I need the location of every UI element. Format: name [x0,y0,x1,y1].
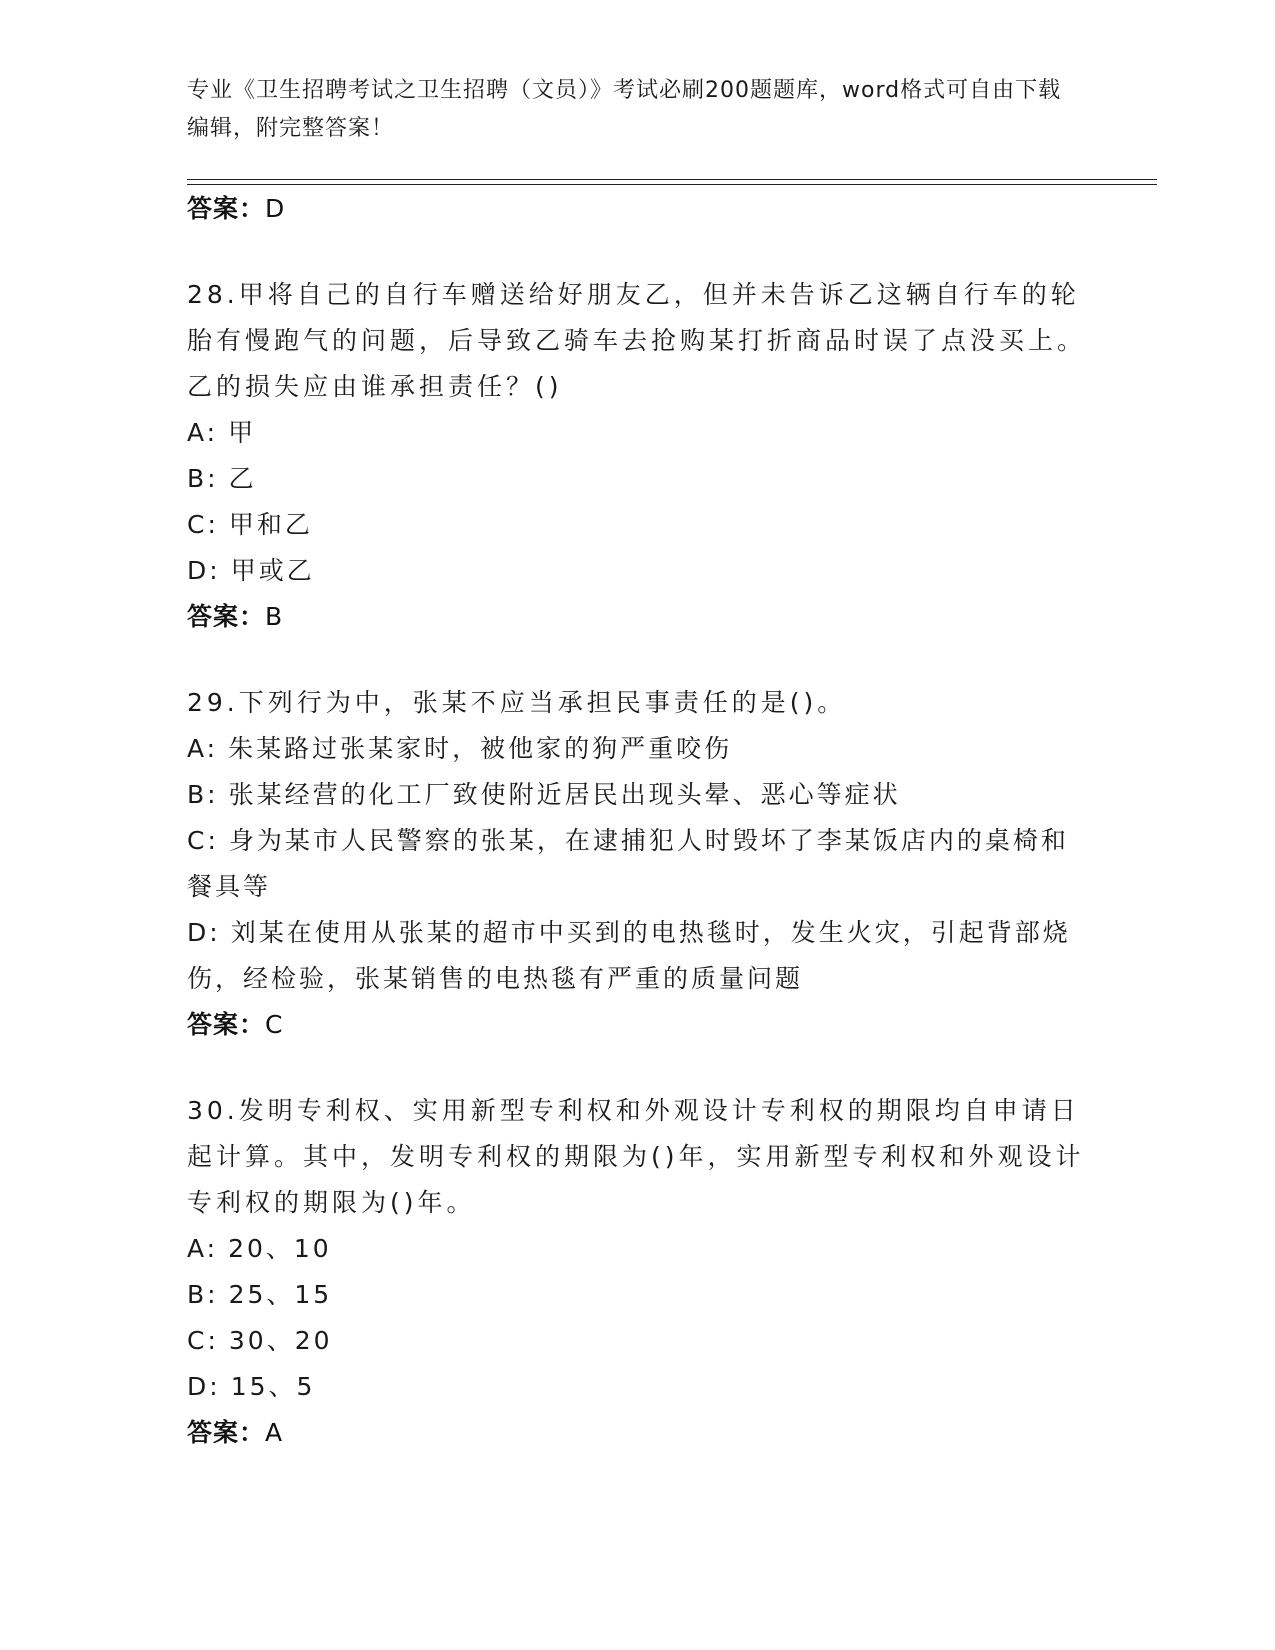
answer-line [187,1410,1087,1456]
option-text: 甲和乙 [228,510,313,539]
option-c [187,502,1087,548]
option-key: B: [187,1280,219,1309]
option-text: 朱某路过张某家时，被他家的狗严重咬伤 [228,734,733,763]
option-c [187,1318,1087,1364]
question-number: 29. [187,688,239,717]
question-body: 发明专利权、实用新型专利权和外观设计专利权的期限均自申请日起计算。其中，发明专利权的期限为()年，实用新型专利权和外观设计专利权的期限为()年。 [187,1096,1085,1217]
option-b [187,456,1087,502]
answer-value: B [265,602,284,631]
option-text: 张某经营的化工厂致使附近居民出现头晕、恶心等症状 [228,780,901,809]
option-key: D: [187,918,221,947]
option-d [187,910,1087,1002]
option-text: 25、15 [228,1280,333,1309]
question-text [187,1088,1087,1226]
question-number: 30. [187,1096,239,1125]
question-28 [187,272,1087,640]
option-key: C: [187,826,219,855]
answer-line [187,186,1087,232]
option-key: D: [187,1372,221,1401]
answer-value: A [265,1418,284,1447]
option-text: 15、5 [230,1372,316,1401]
option-key: C: [187,510,219,539]
answer-value: D [265,194,286,223]
answer-value: C [265,1010,284,1039]
option-text: 甲 [228,418,257,447]
option-text: 乙 [228,464,257,493]
answer-line [187,1002,1087,1048]
option-key: B: [187,464,219,493]
option-d [187,548,1087,594]
answer-line [187,594,1087,640]
header-rule-top [187,179,1157,180]
option-key: A: [187,418,219,447]
option-key: A: [187,734,219,763]
answer-label: 答案： [187,1418,266,1447]
option-c [187,818,1087,910]
option-b [187,1272,1087,1318]
option-a [187,726,1087,772]
option-text: 30、20 [228,1326,333,1355]
question-body: 下列行为中，张某不应当承担民事责任的是()。 [238,688,847,717]
question-text [187,680,1087,726]
header-rule-bottom [187,184,1157,185]
document-header: 专业《卫生招聘考试之卫生招聘（文员）》考试必刷200题题库，word格式可自由下载编辑，附完整答案！ [187,78,1062,141]
answer-label: 答案： [187,194,266,223]
answer-label: 答案： [187,602,266,631]
question-29 [187,680,1087,1048]
question-30 [187,1088,1087,1456]
question-text [187,272,1087,410]
option-key: B: [187,780,219,809]
option-a [187,1226,1087,1272]
option-text: 甲或乙 [230,556,315,585]
answer-label: 答案： [187,1010,266,1039]
option-key: D: [187,556,221,585]
option-text: 刘某在使用从张某的超市中买到的电热毯时，发生火灾，引起背部烧伤，经检验，张某销售的电热毯有严重的质量问题 [187,918,1071,993]
option-d [187,1364,1087,1410]
option-a [187,410,1087,456]
question-list [187,186,1087,1456]
question-body: 甲将自己的自行车赠送给好朋友乙，但并未告诉乙这辆自行车的轮胎有慢跑气的问题，后导致乙骑车去抢购某打折商品时误了点没买上。乙的损失应由谁承担责任？() [187,280,1087,401]
option-key: A: [187,1234,219,1263]
question-number: 28. [187,280,239,309]
option-text: 20、10 [228,1234,332,1263]
option-text: 身为某市人民警察的张某，在逮捕犯人时毁坏了李某饭店内的桌椅和餐具等 [187,826,1069,901]
option-key: C: [187,1326,219,1355]
option-b [187,772,1087,818]
